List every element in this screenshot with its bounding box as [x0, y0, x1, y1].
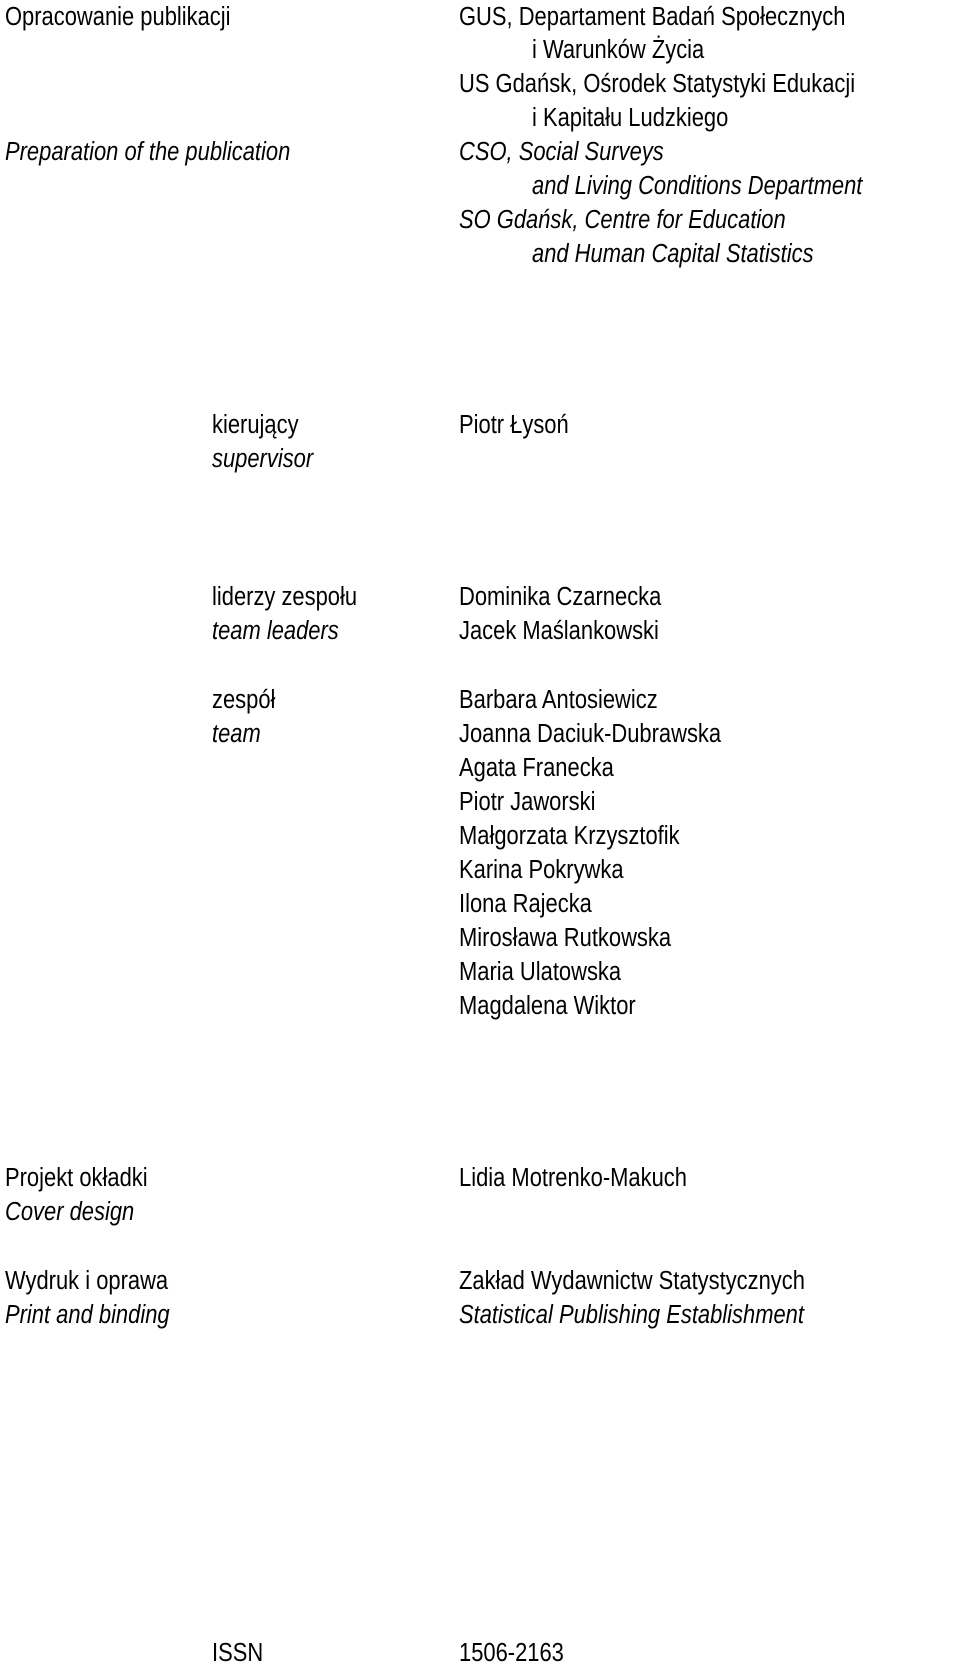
printer-name-en: Statistical Publishing Establishment — [459, 1301, 804, 1329]
cover-label-pl: Projekt okładki — [5, 1164, 148, 1192]
team-leaders-label-pl: liderzy zespołu — [212, 583, 358, 611]
team-leader-name: Dominika Czarnecka — [459, 583, 662, 611]
publication-line: GUS, Departament Badań Społecznych — [459, 3, 846, 31]
team-leaders-label-en: team leaders — [212, 617, 339, 645]
publication-line: CSO, Social Surveys — [459, 138, 664, 166]
print-label-pl: Wydruk i oprawa — [5, 1267, 169, 1295]
publication-line: i Kapitału Ludzkiego — [532, 104, 729, 132]
team-member-name: Maria Ulatowska — [459, 958, 622, 986]
team-member-name: Małgorzata Krzysztofik — [459, 822, 680, 850]
publication-line: i Warunków Życia — [532, 36, 705, 64]
publication-label-en: Preparation of the publication — [5, 138, 291, 166]
issn-value: 1506-2163 — [459, 1639, 564, 1667]
team-member-name: Mirosława Rutkowska — [459, 924, 672, 952]
publication-line: and Human Capital Statistics — [532, 240, 814, 268]
supervisor-name: Piotr Łysoń — [459, 411, 569, 439]
publication-label-pl: Opracowanie publikacji — [5, 3, 231, 31]
cover-designer-name: Lidia Motrenko-Makuch — [459, 1164, 687, 1192]
printer-name-pl: Zakład Wydawnictw Statystycznych — [459, 1267, 805, 1295]
publication-line: SO Gdańsk, Centre for Education — [459, 206, 786, 234]
publication-line: and Living Conditions Department — [532, 172, 863, 200]
issn-label: ISSN — [212, 1639, 264, 1667]
supervisor-label-pl: kierujący — [212, 411, 299, 439]
supervisor-label-en: supervisor — [212, 445, 314, 473]
team-member-name: Barbara Antosiewicz — [459, 686, 658, 714]
team-member-name: Piotr Jaworski — [459, 788, 596, 816]
team-member-name: Joanna Daciuk-Dubrawska — [459, 720, 722, 748]
team-member-name: Agata Franecka — [459, 754, 614, 782]
cover-label-en: Cover design — [5, 1198, 135, 1226]
team-member-name: Magdalena Wiktor — [459, 992, 636, 1020]
team-leader-name: Jacek Maślankowski — [459, 617, 659, 645]
team-member-name: Karina Pokrywka — [459, 856, 624, 884]
team-label-en: team — [212, 720, 261, 748]
team-label-pl: zespół — [212, 686, 276, 714]
print-label-en: Print and binding — [5, 1301, 170, 1329]
publication-line: US Gdańsk, Ośrodek Statystyki Edukacji — [459, 70, 856, 98]
team-member-name: Ilona Rajecka — [459, 890, 592, 918]
